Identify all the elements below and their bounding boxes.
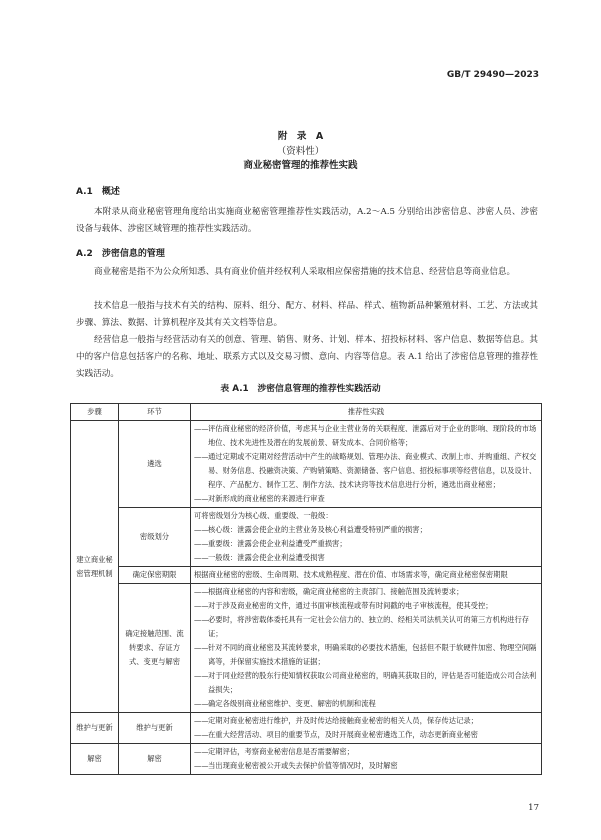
practice-item <box>194 697 538 711</box>
link-cell: 维护与更新 <box>119 713 191 744</box>
link-cell: 遴选 <box>119 421 191 508</box>
table-row <box>71 584 542 713</box>
practice-item <box>194 523 538 537</box>
table-row <box>71 744 542 775</box>
practice-text: 通过定期或不定期对经营活动中产生的战略规划、管理办法、商业模式、改制上市、并购重组、产权交易、财务信息、投融资决策、产购销策略、资源储备、客户信息、招投标事项等经营信息，以及设计、程序、产品配方、制作工艺、制作方法、技术诀窍等技术信息进行分析，遴选出商业秘密； <box>208 452 537 489</box>
link-cell: 确定保密期限 <box>119 567 191 584</box>
practice-item <box>194 422 538 450</box>
paragraph: 技术信息一般指与技术有关的结构、原料、组分、配方、材料、样品、样式、植物新品种繁殖材料、工艺、方法或其步骤、算法、数据、计算机程序及其有关文档等信息。 <box>76 301 538 328</box>
practice-item <box>194 599 538 613</box>
practice-cell <box>191 744 542 775</box>
practice-item <box>194 509 538 523</box>
table-row <box>71 508 542 567</box>
dash-bullet: —— <box>194 539 209 548</box>
dash-bullet: —— <box>194 424 209 433</box>
practice-text: 定期评估，考察商业秘密信息是否需要解密； <box>208 747 354 756</box>
practice-text: 必要时，将涉密载体委托具有一定社会公信力的、独立的、经相关司法机关认可的第三方机构进行存证； <box>208 615 530 638</box>
dash-bullet: —— <box>194 761 209 770</box>
practice-text: 核心级：泄露会使企业的主营业务及核心利益遭受特别严重的损害； <box>208 525 427 534</box>
header-cell: 环节 <box>119 404 191 421</box>
dash-bullet: —— <box>194 494 209 503</box>
practice-item <box>194 728 538 742</box>
dash-bullet: —— <box>194 671 209 680</box>
step-cell: 建立商业秘密管理机制 <box>71 421 119 713</box>
dash-bullet: —— <box>194 601 209 610</box>
paragraph: 经营信息一般指与经营活动有关的创意、管理、销售、财务、计划、样本、招投标材料、客户信息、数据等信息。其中的客户信息包括客户的名称、地址、联系方式以及交易习惯、意向、内容等信息。表 A.1 给出了涉密信息管理的推荐性实践活动。 <box>76 335 538 379</box>
section-heading-a1: A.1 概述 <box>76 187 120 197</box>
dash-bullet: —— <box>194 452 209 461</box>
dash-bullet: —— <box>194 716 209 725</box>
practice-text: 定期对商业秘密进行维护，并及时传达给接触商业秘密的相关人员，保存传达记录； <box>208 716 478 725</box>
table-caption: 表 A.1 涉密信息管理的推荐性实践活动 <box>220 384 381 394</box>
header-cell: 步骤 <box>71 404 119 421</box>
practice-cell <box>191 567 542 584</box>
annex-type: （资料性） <box>276 146 325 157</box>
practice-item <box>194 745 538 759</box>
step-cell: 维护与更新 <box>71 713 119 744</box>
dash-bullet: —— <box>194 699 209 708</box>
practice-text: 对新形成的商业秘密的来源进行审查 <box>208 494 325 503</box>
header-cell: 推荐性实践 <box>191 404 542 421</box>
annex-subtitle: 商业秘密管理的推荐性实践 <box>243 160 358 171</box>
practice-item <box>194 759 538 773</box>
practice-text: 对于涉及商业秘密的文件，通过书面审核流程或带有时间戳的电子审核流程，使其受控； <box>208 601 493 610</box>
practice-item <box>194 641 538 669</box>
dash-bullet: —— <box>194 643 209 652</box>
table-header-row <box>71 404 542 421</box>
practice-text: 针对不同的商业秘密及其流转要求，明确采取的必要技术措施，包括但不限于软硬件加密、物理空间隔离等，并保留实施技术措施的证据； <box>208 643 537 666</box>
page-number: 17 <box>528 803 539 813</box>
link-cell: 密级划分 <box>119 508 191 567</box>
practice-text: 重要级：泄露会使企业利益遭受严重损害； <box>208 539 347 548</box>
practice-text: 当出现商业秘密被公开或失去保护价值等情况时，及时解密 <box>208 761 398 770</box>
dash-bullet: —— <box>194 730 209 739</box>
practice-text: 确定各级别商业秘密维护、变更、解密的机制和流程 <box>208 699 376 708</box>
link-cell: 解密 <box>119 744 191 775</box>
practice-text: 可将密级划分为核心级、重要级、一般级： <box>194 511 333 520</box>
practice-text: 根据商业秘密的密级、生命周期、技术成熟程度、潜在价值、市场需求等，确定商业秘密保密期限 <box>194 570 508 579</box>
practice-text: 在重大经营活动、项目的重要节点，及时开展商业秘密遴选工作，动态更新商业秘密 <box>208 730 478 739</box>
practice-cell <box>191 421 542 508</box>
practice-text: 一般级：泄露会使企业利益遭受损害 <box>208 553 325 562</box>
dash-bullet: —— <box>194 747 209 756</box>
practice-item <box>194 568 538 582</box>
practice-item <box>194 669 538 697</box>
practice-item <box>194 551 538 565</box>
standard-number: GB/T 29490—2023 <box>446 70 539 80</box>
practice-item <box>194 613 538 641</box>
table-row <box>71 421 542 508</box>
practice-cell <box>191 713 542 744</box>
practice-table <box>70 403 542 775</box>
dash-bullet: —— <box>194 615 209 624</box>
practice-item <box>194 537 538 551</box>
practice-cell <box>191 508 542 567</box>
dash-bullet: —— <box>194 525 209 534</box>
annex-title: 附 录 A <box>277 131 324 142</box>
dash-bullet: —— <box>194 553 209 562</box>
practice-cell <box>191 584 542 713</box>
dash-bullet: —— <box>194 587 209 596</box>
practice-item <box>194 450 538 492</box>
practice-text: 对于同业经营的股东行使知情权获取公司商业秘密的，明确其获取目的，评估是否可能造成公司合法利益损失； <box>208 671 537 694</box>
practice-item <box>194 492 538 506</box>
practice-text: 评估商业秘密的经济价值，考虑其与企业主营业务的关联程度、泄露后对于企业的影响、现阶段的市场地位、技术先进性及潜在的发展前景、研发成本、合同价格等； <box>208 424 537 447</box>
practice-item <box>194 585 538 599</box>
practice-item <box>194 714 538 728</box>
section-heading-a2: A.2 涉密信息的管理 <box>76 249 165 259</box>
paragraph: 本附录从商业秘密管理角度给出实施商业秘密管理推荐性实践活动，A.2～A.5 分别给出涉密信息、涉密人员、涉密设备与载体、涉密区域管理的推荐性实践活动。 <box>76 207 538 234</box>
paragraph: 商业秘密是指不为公众所知悉、具有商业价值并经权利人采取相应保密措施的技术信息、经营信息等商业信息。 <box>94 267 516 277</box>
step-cell: 解密 <box>71 744 119 775</box>
practice-text: 根据商业秘密的内容和密级，确定商业秘密的主责部门、接触范围及流转要求； <box>208 587 464 596</box>
table-row <box>71 567 542 584</box>
link-cell: 确定接触范围、流转要求、存证方式、变更与解密 <box>119 584 191 713</box>
table-row <box>71 713 542 744</box>
